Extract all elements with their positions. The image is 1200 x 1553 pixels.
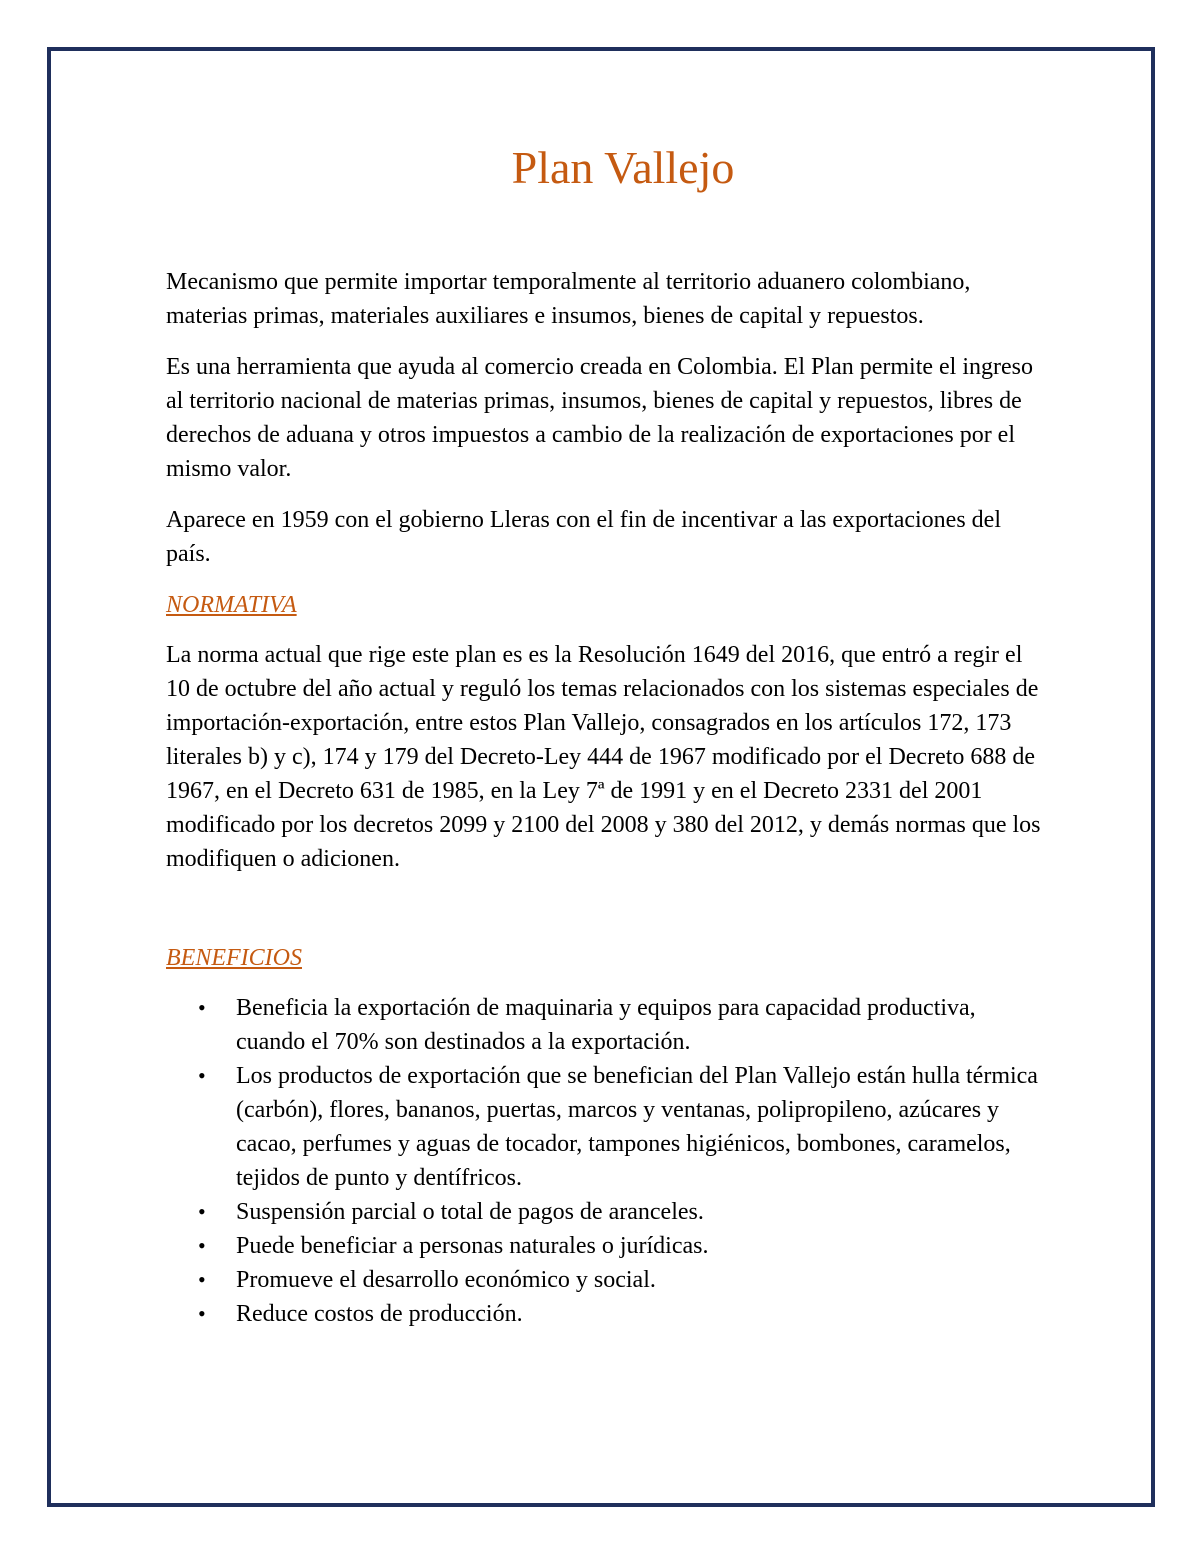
list-item-text: Reduce costos de producción. [236,1301,523,1328]
section-heading-normativa: NORMATIVA [166,592,297,619]
benefits-list [166,991,1046,1331]
list-item-text: Promueve el desarrollo económico y social. [236,1267,656,1294]
bullet-icon: • [198,1267,206,1293]
bullet-icon: • [198,1199,206,1225]
page-title: Plan Vallejo [511,142,735,193]
intro-paragraph-1: Mecanismo que permite importar temporalmente al territorio aduanero colombiano, materias primas, materiales auxiliares e insumos, bienes de capital y repuestos. [166,269,971,330]
intro-paragraph-2: Es una herramienta que ayuda al comercio creada en Colombia. El Plan permite el ingreso al territorio nacional de materias primas, insumos, bienes de capital y repuestos, libres de derechos de aduana y otros impuestos a cambio de la realización de exportaciones por el mismo valor. [166,354,1033,483]
list-item [166,1297,1046,1331]
document-body [166,140,1046,1331]
list-item [166,1229,1046,1263]
list-item-text: Suspensión parcial o total de pagos de aranceles. [236,1199,704,1226]
list-item-text: Beneficia la exportación de maquinaria y equipos para capacidad productiva, cuando el 70% son destinados a la exportación. [236,995,976,1056]
intro-paragraph-3: Aparece en 1959 con el gobierno Lleras con el fin de incentivar a las exportaciones del país. [166,507,1001,568]
list-item-text: Puede beneficiar a personas naturales o jurídicas. [236,1233,709,1260]
list-item [166,1263,1046,1297]
bullet-icon: • [198,1063,206,1089]
list-item [166,1059,1046,1195]
list-item-text: Los productos de exportación que se benefician del Plan Vallejo están hulla térmica (carbón), flores, bananos, puertas, marcos y ventanas, polipropileno, azúcares y cacao, perfumes y aguas de tocador, tampones higiénicos, bombones, caramelos, tejidos de punto y dentífricos. [236,1063,1038,1192]
bullet-icon: • [198,995,206,1021]
bullet-icon: • [198,1233,206,1259]
section-heading-beneficios: BENEFICIOS [166,945,302,972]
list-item [166,1195,1046,1229]
normativa-paragraph: La norma actual que rige este plan es es la Resolución 1649 del 2016, que entró a regir el 10 de octubre del año actual y reguló los temas relacionados con los sistemas especiales de importación-exportación, entre estos Plan Vallejo, consagrados en los artículos 172, 173 literales b) y c), 174 y 179 del Decreto-Ley 444 de 1967 modificado por el Decreto 688 de 1967, en el Decreto 631 de 1985, en la Ley 7ª de 1991 y en el Decreto 2331 del 2001 modificado por los decretos 2099 y 2100 del 2008 y 380 del 2012, y demás normas que los modifiquen o adicionen. [166,642,1041,873]
list-item [166,991,1046,1059]
bullet-icon: • [198,1301,206,1327]
